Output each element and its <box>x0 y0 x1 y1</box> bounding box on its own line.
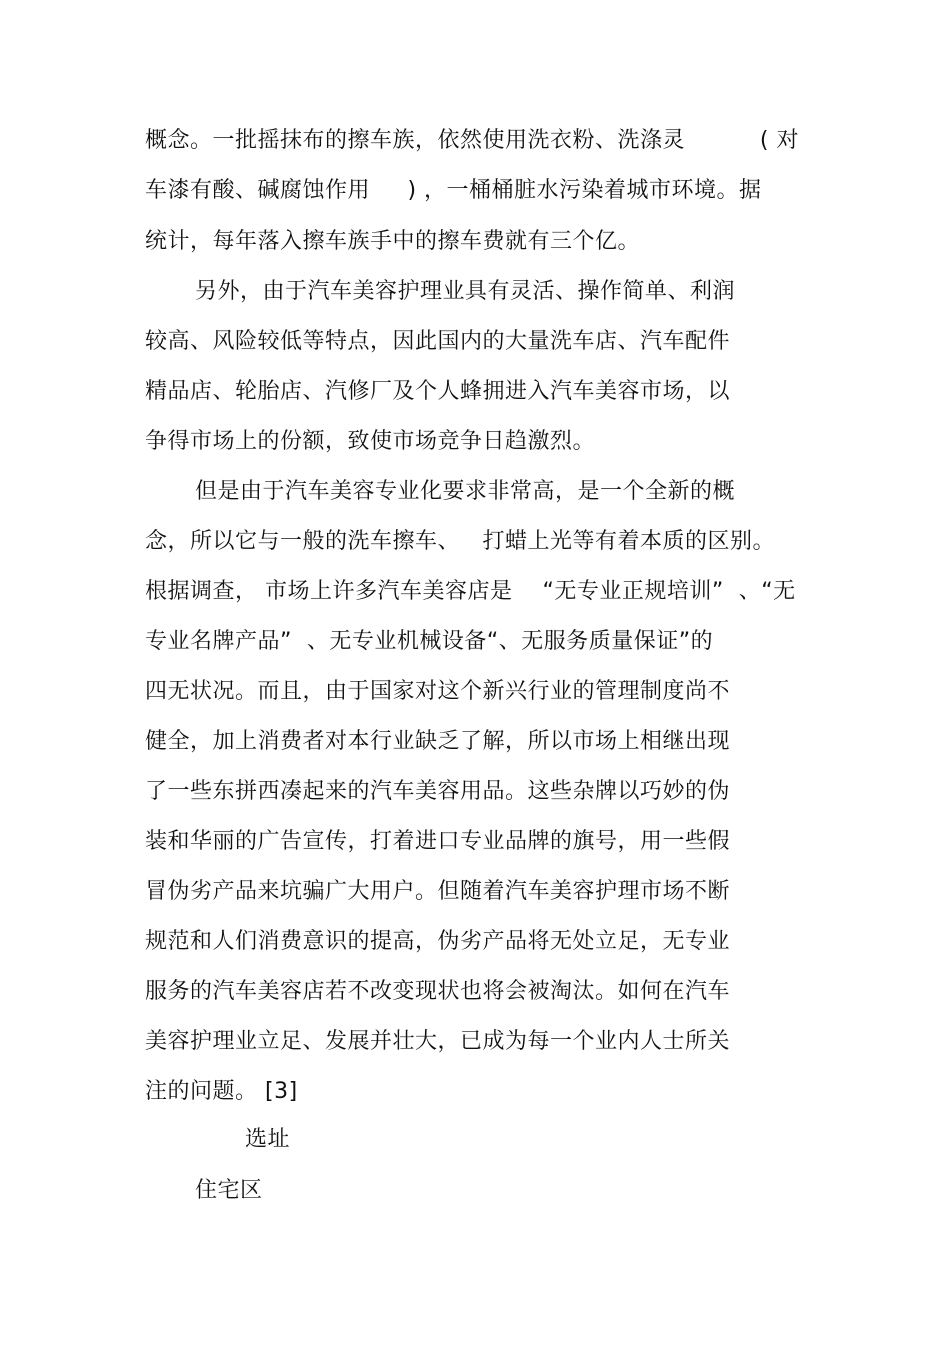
paragraph-start-line: 但是由于汽车美容专业化要求非常高，是一个全新的概 <box>195 479 736 504</box>
text-line: 注的问题。 [3] <box>145 1079 298 1104</box>
text-line: 四无状况。而且，由于国家对这个新兴行业的管理制度尚不 <box>145 679 731 704</box>
text-line: 了一些东拼西凑起来的汽车美容用品。这些杂牌以巧妙的伪 <box>145 779 731 804</box>
text-line: 概念。一批摇抹布的擦车族，依然使用洗衣粉、洗涤灵 ( 对 <box>145 128 800 153</box>
text-line: 念，所以它与一般的洗车擦车、 打蜡上光等有着本质的区别。 <box>145 529 775 554</box>
text-line: 专业名牌产品” 、无专业机械设备“、无服务质量保证”的 <box>145 629 714 654</box>
text-line: 服务的汽车美容店若不改变现状也将会被淘汰。如何在汽车 <box>145 979 731 1004</box>
text-line: 统计，每年落入擦车族手中的擦车费就有三个亿。 <box>145 229 641 254</box>
section-heading: 选址 <box>245 1127 291 1152</box>
text-line: 冒伪劣产品来坑骗广大用户。但随着汽车美容护理市场不断 <box>145 879 731 904</box>
text-line: 规范和人们消费意识的提高，伪劣产品将无处立足，无专业 <box>145 929 731 954</box>
text-line: 车漆有酸、碱腐蚀作用 ) ，一桶桶脏水污染着城市环境。据 <box>145 178 762 203</box>
text-line: 较高、风险较低等特点，因此国内的大量洗车店、汽车配件 <box>145 329 731 354</box>
text-line: 健全，加上消费者对本行业缺乏了解，所以市场上相继出现 <box>145 729 731 754</box>
paragraph-start-line: 另外，由于汽车美容护理业具有灵活、操作简单、利润 <box>195 279 736 304</box>
text-line: 精品店、轮胎店、汽修厂及个人蜂拥进入汽车美容市场，以 <box>145 379 731 404</box>
text-line: 美容护理业立足、发展并壮大，已成为每一个业内人士所关 <box>145 1029 731 1054</box>
text-line: 争得市场上的份额，致使市场竞争日趋激烈。 <box>145 429 596 454</box>
subsection-heading: 住宅区 <box>195 1178 263 1203</box>
text-line: 装和华丽的广告宣传，打着进口专业品牌的旗号，用一些假 <box>145 829 731 854</box>
text-line: 根据调查， 市场上许多汽车美容店是 “无专业正规培训” 、“无 <box>145 579 796 604</box>
